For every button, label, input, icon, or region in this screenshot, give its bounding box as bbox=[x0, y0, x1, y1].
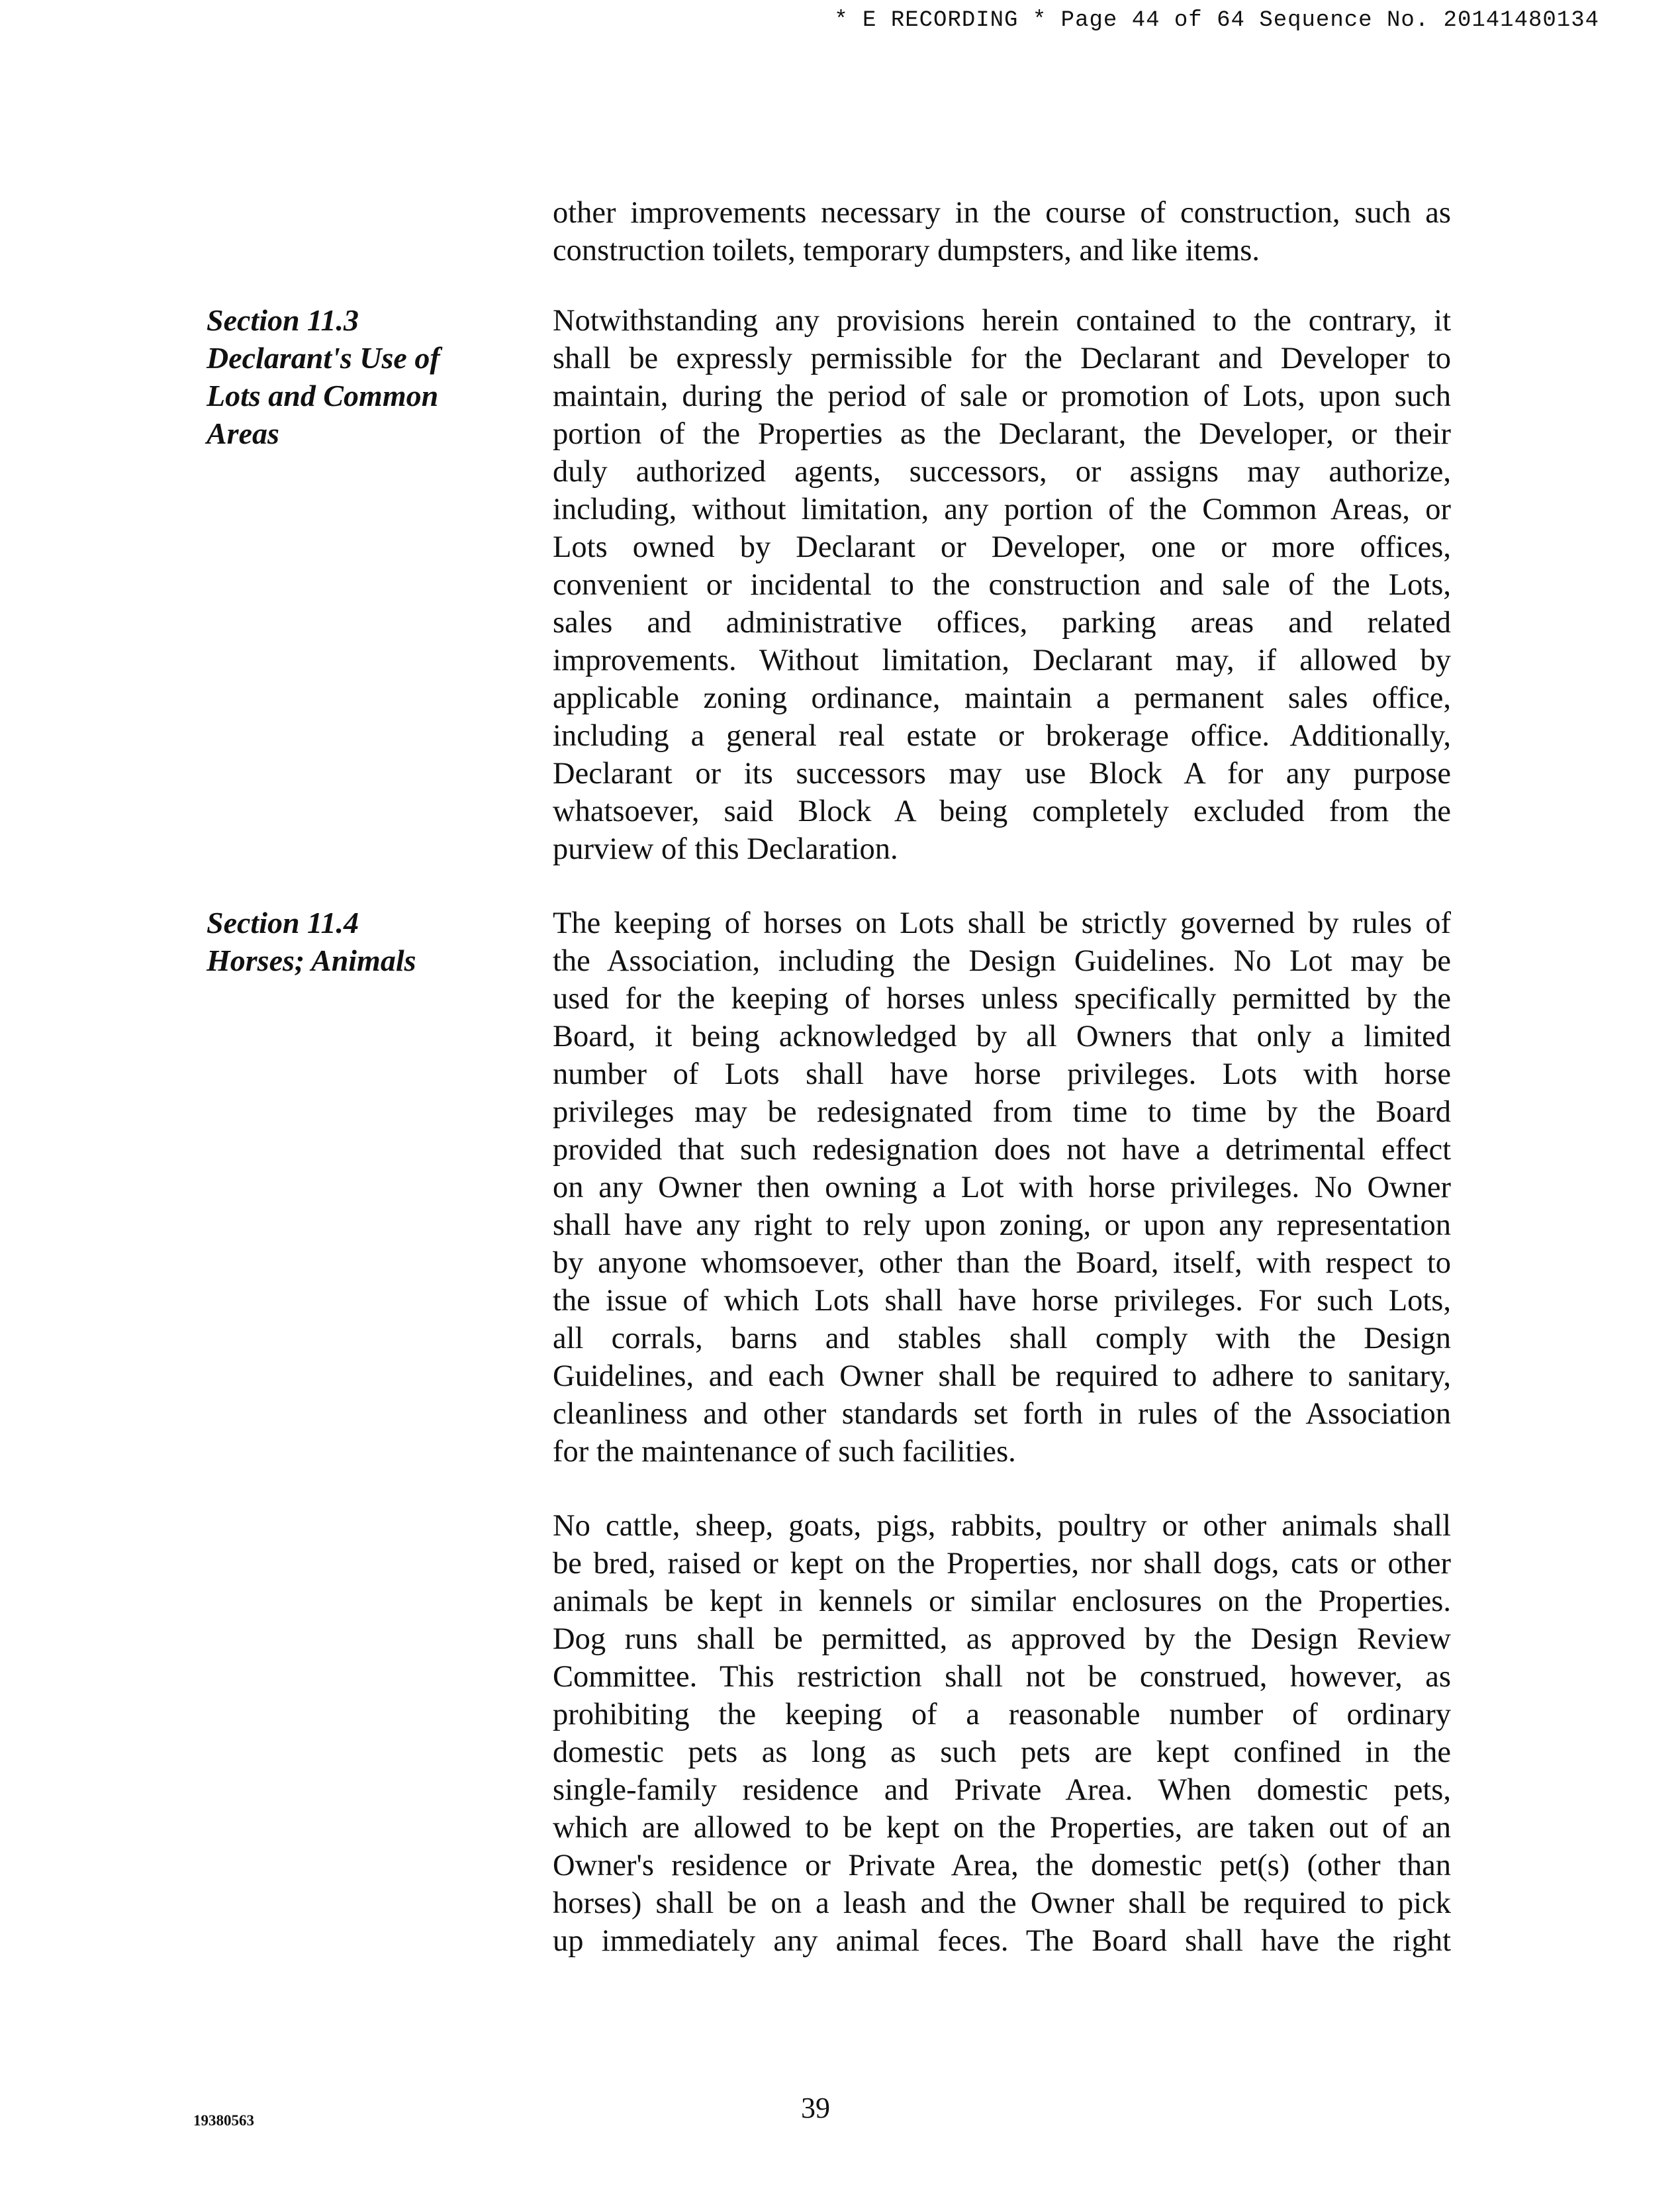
text-line: by anyone whomsoever, other than the Board, itself, with respect to bbox=[553, 1246, 1451, 1280]
text-line: shall be expressly permissible for the Declarant and Developer to bbox=[553, 342, 1451, 375]
text-line: provided that such redesignation does not have a detrimental effect bbox=[553, 1133, 1451, 1167]
text-line: privileges may be redesignated from time to time by the Board bbox=[553, 1095, 1451, 1129]
text-line: No cattle, sheep, goats, pigs, rabbits, poultry or other animals shall bbox=[553, 1509, 1451, 1543]
text-line: Declarant or its successors may use Block A for any purpose bbox=[553, 757, 1451, 791]
text-line: duly authorized agents, successors, or assigns may authorize, bbox=[553, 455, 1451, 489]
text-line: horses) shall be on a leash and the Owner shall be required to pick bbox=[553, 1886, 1451, 1920]
text-line: the issue of which Lots shall have horse privileges. For such Lots, bbox=[553, 1284, 1451, 1318]
recording-header: * E RECORDING * Page 44 of 64 Sequence No. 20141480134 bbox=[834, 8, 1599, 33]
text-line: Guidelines, and each Owner shall be required to adhere to sanitary, bbox=[553, 1359, 1451, 1393]
text-line: single-family residence and Private Area. When domestic pets, bbox=[553, 1773, 1451, 1807]
text-line: which are allowed to be kept on the Properties, are taken out of an bbox=[553, 1811, 1451, 1845]
text-line: on any Owner then owning a Lot with horse privileges. No Owner bbox=[553, 1171, 1451, 1204]
text-line: The keeping of horses on Lots shall be strictly governed by rules of bbox=[553, 906, 1451, 940]
text-line: portion of the Properties as the Declarant, the Developer, or their bbox=[553, 417, 1451, 451]
section-11-4-paragraph-1 bbox=[553, 904, 1451, 1471]
text-line: the Association, including the Design Guidelines. No Lot may be bbox=[553, 944, 1451, 978]
text-line: for the maintenance of such facilities. bbox=[553, 1435, 1016, 1469]
heading-line: Areas bbox=[207, 416, 279, 450]
text-line: Notwithstanding any provisions herein contained to the contrary, it bbox=[553, 304, 1451, 338]
text-line: prohibiting the keeping of a reasonable number of ordinary bbox=[553, 1698, 1451, 1731]
text-line: Lots owned by Declarant or Developer, one or more offices, bbox=[553, 530, 1451, 564]
heading-line: Section 11.3 bbox=[207, 303, 359, 337]
text-line: be bred, raised or kept on the Properties, nor shall dogs, cats or other bbox=[553, 1547, 1451, 1580]
text-line: number of Lots shall have horse privileges. Lots with horse bbox=[553, 1057, 1451, 1091]
section-11-4-paragraph-2 bbox=[553, 1507, 1451, 1960]
section-11-4-heading bbox=[207, 904, 518, 979]
text-line: shall have any right to rely upon zoning, or upon any representation bbox=[553, 1208, 1451, 1242]
text-line: sales and administrative offices, parking areas and related bbox=[553, 606, 1451, 640]
text-line: animals be kept in kennels or similar enclosures on the Properties. bbox=[553, 1584, 1451, 1618]
heading-line: Horses; Animals bbox=[207, 944, 416, 977]
text-line: cleanliness and other standards set forth in rules of the Association bbox=[553, 1397, 1451, 1431]
continuation-paragraph bbox=[553, 194, 1451, 269]
text-line: used for the keeping of horses unless specifically permitted by the bbox=[553, 982, 1451, 1016]
text-line: other improvements necessary in the course of construction, such as bbox=[553, 196, 1451, 230]
text-line: Owner's residence or Private Area, the domestic pet(s) (other than bbox=[553, 1849, 1451, 1882]
section-11-3-paragraph bbox=[553, 302, 1451, 868]
heading-line: Section 11.4 bbox=[207, 906, 359, 940]
text-line: domestic pets as long as such pets are kept confined in the bbox=[553, 1735, 1451, 1769]
document-id: 19380563 bbox=[193, 2112, 254, 2129]
text-line: all corrals, barns and stables shall comply with the Design bbox=[553, 1322, 1451, 1355]
heading-line: Declarant's Use of bbox=[207, 341, 440, 375]
text-line: Board, it being acknowledged by all Owners that only a limited bbox=[553, 1020, 1451, 1053]
text-line: whatsoever, said Block A being completely excluded from the bbox=[553, 795, 1451, 828]
text-line: Dog runs shall be permitted, as approved by the Design Review bbox=[553, 1622, 1451, 1656]
text-line: Committee. This restriction shall not be construed, however, as bbox=[553, 1660, 1451, 1694]
section-11-3-heading bbox=[207, 301, 518, 452]
text-line: including, without limitation, any portion of the Common Areas, or bbox=[553, 493, 1451, 526]
text-line: applicable zoning ordinance, maintain a permanent sales office, bbox=[553, 681, 1451, 715]
page-number: 39 bbox=[801, 2092, 830, 2124]
text-line: construction toilets, temporary dumpsters, and like items. bbox=[553, 234, 1260, 267]
text-line: including a general real estate or brokerage office. Additionally, bbox=[553, 719, 1451, 753]
text-line: purview of this Declaration. bbox=[553, 832, 898, 866]
text-line: improvements. Without limitation, Declarant may, if allowed by bbox=[553, 644, 1451, 677]
heading-line: Lots and Common bbox=[207, 379, 439, 413]
text-line: up immediately any animal feces. The Board shall have the right bbox=[553, 1924, 1451, 1958]
text-line: convenient or incidental to the construction and sale of the Lots, bbox=[553, 568, 1451, 602]
text-line: maintain, during the period of sale or promotion of Lots, upon such bbox=[553, 379, 1451, 413]
